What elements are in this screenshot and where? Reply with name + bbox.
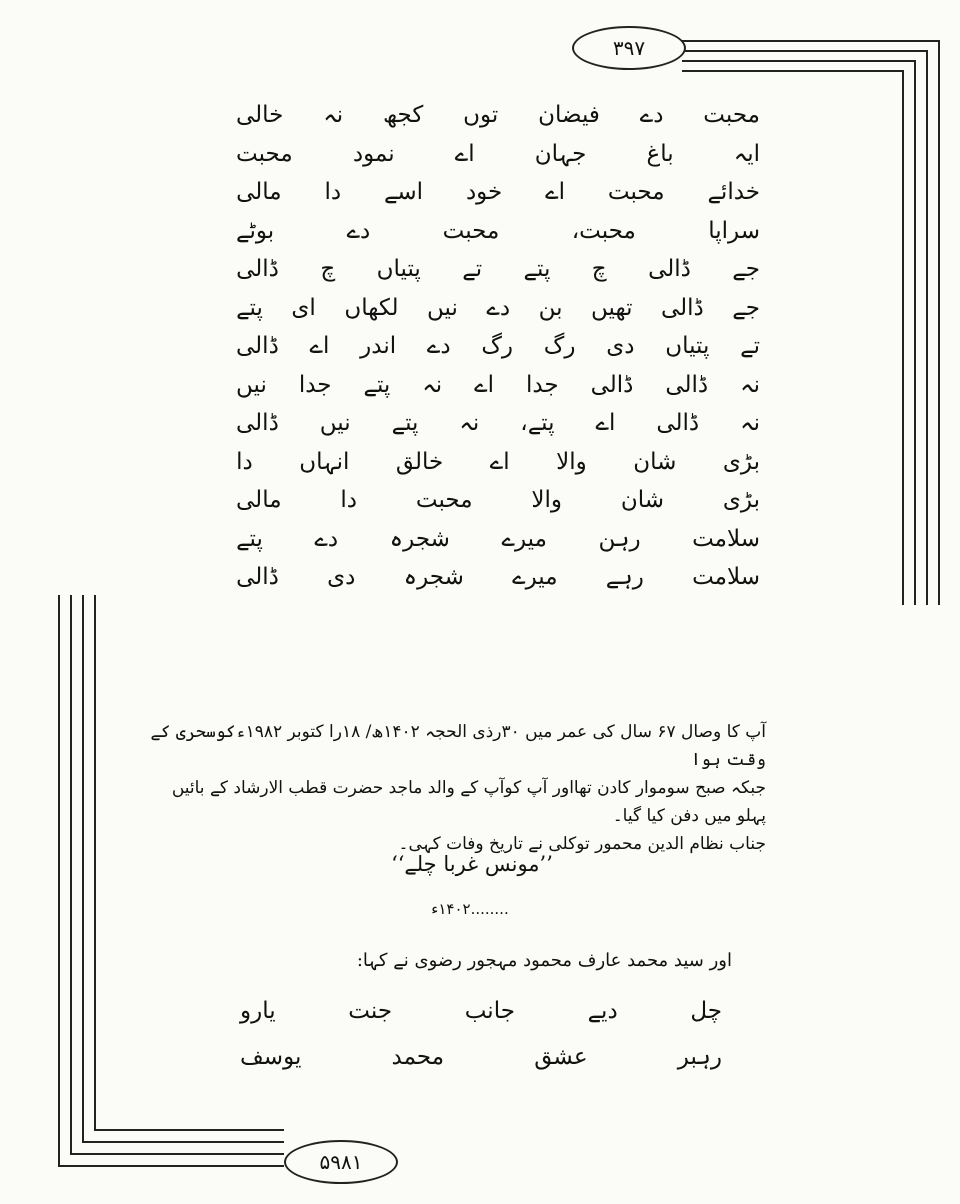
verse-word: محمد: [391, 1044, 445, 1070]
page-number-text: ۵۹۸۱: [319, 1150, 363, 1174]
chronogram-phrase: ’’مونس غربا چلے‘‘: [391, 852, 553, 876]
poem-word: بوٹے: [236, 217, 275, 244]
poem-word: مالی: [236, 487, 282, 514]
poem-word: بن: [538, 294, 563, 321]
poem-line: [236, 443, 760, 482]
prose-paragraph: [150, 718, 766, 858]
poem-word: لکھاں: [344, 294, 399, 321]
verse-word: یارو: [240, 998, 276, 1024]
poem-word: نیں: [319, 410, 351, 437]
poem-word: محبت: [415, 487, 473, 514]
poem-word: توں: [463, 102, 499, 129]
poem-line: [236, 135, 760, 174]
poem-word: ڈالی: [656, 410, 700, 437]
poem-word: پتے: [236, 294, 263, 321]
poem-word: محبت،: [571, 217, 636, 244]
poem-word: محبت: [607, 179, 665, 206]
verse-word: دیے: [587, 998, 618, 1024]
verse-word: جانب: [464, 998, 515, 1024]
poem-word: شجرہ: [403, 564, 464, 591]
verse-word: رہبر: [677, 1044, 722, 1070]
verse-word: یوسف: [240, 1044, 302, 1070]
poem-word: میرے: [501, 525, 547, 552]
poem-word: پتے: [363, 371, 391, 398]
poem-word: ایہ: [733, 140, 760, 167]
poem-line: [236, 481, 760, 520]
poem-word: ڈالی: [236, 564, 279, 591]
poem-word: پتے،: [520, 410, 555, 437]
poem-word: نہ: [459, 410, 480, 437]
poem-word: کجھ: [382, 102, 424, 129]
poem-word: اے: [454, 140, 475, 167]
poem-word: سلامت: [692, 564, 760, 591]
poem-word: شان: [633, 448, 677, 475]
poem-line: [236, 520, 760, 559]
poem-word: محبت: [703, 102, 760, 129]
frame-rule: [914, 60, 916, 605]
poem-line: [236, 96, 760, 135]
poem-word: پتے: [391, 410, 419, 437]
poem-word: نیں: [427, 294, 458, 321]
poem-word: نہ: [422, 371, 443, 398]
poem-word: محبت: [442, 217, 500, 244]
poem-word: چ: [591, 256, 607, 283]
prose-line: آپ کا وصال ۶۷ سال کی عمر میں ۳۰رذی الحجہ ۱۴۰۲ھ/ ۱۸را کتوبر ۱۹۸۲ءکوسحری کے وقت ہوا: [150, 722, 766, 770]
poem-word: پتے: [236, 525, 263, 552]
poem-line: [236, 250, 760, 289]
poem-word: فیضان: [538, 102, 600, 129]
poem-word: جدا: [298, 371, 332, 398]
poem-word: خدائے: [707, 179, 760, 206]
frame-rule: [94, 1129, 284, 1131]
poem-word: اسے: [383, 179, 424, 206]
prose-line: جبکہ صبح سوموار کادن تھااور آپ کوآپ کے والد ماجد حضرت قطب الارشاد کے بائیں پہلو میں دفن کیا گیا۔: [171, 778, 766, 826]
frame-rule: [58, 595, 60, 1167]
poem-word: اندر: [360, 333, 397, 360]
poem-word: خالی: [236, 102, 284, 129]
poem-word: والا: [556, 448, 587, 475]
poem-line: [236, 366, 760, 405]
poem-word: نمود: [352, 140, 395, 167]
poem-word: چ: [320, 256, 336, 283]
frame-rule: [682, 40, 940, 42]
frame-rule: [682, 50, 928, 52]
poem-line: [236, 289, 760, 328]
poem-line: [236, 212, 760, 251]
poem-word: تے: [740, 333, 760, 360]
poem: [236, 96, 760, 597]
poem-word: رگ: [481, 333, 514, 360]
poem-word: بڑی: [722, 448, 760, 475]
verse-word: جنت: [348, 998, 393, 1024]
poem-word: تے: [462, 256, 483, 283]
frame-rule: [682, 60, 916, 62]
poem-word: ڈالی: [236, 410, 279, 437]
poem-word: خود: [465, 179, 503, 206]
poem-word: میرے: [512, 564, 558, 591]
poem-word: نہ: [740, 410, 760, 437]
poem-word: ڈالی: [660, 294, 704, 321]
poem-word: جدا: [525, 371, 559, 398]
poem-word: ڈالی: [590, 371, 634, 398]
poem-word: رگ: [543, 333, 576, 360]
poem-word: شان: [620, 487, 665, 514]
poem-word: دے: [639, 102, 664, 129]
poem-word: دے: [314, 525, 339, 552]
poem-word: سلامت: [692, 525, 760, 552]
final-verse-line: [240, 1044, 722, 1070]
frame-rule: [682, 70, 904, 72]
poem-word: پتے: [523, 256, 551, 283]
poem-word: باغ: [646, 140, 674, 167]
poem-word: نیں: [236, 371, 267, 398]
poem-word: مالی: [236, 179, 282, 206]
final-verse-line: [240, 998, 722, 1024]
page-number-text: ۳۹۷: [612, 36, 646, 60]
poem-word: دے: [426, 333, 451, 360]
chronogram-year: ........۱۴۰۲ء: [431, 900, 509, 918]
frame-rule: [938, 40, 940, 605]
poem-word: ڈالی: [236, 256, 279, 283]
poem-word: جے: [732, 294, 760, 321]
poem-word: دی: [606, 333, 635, 360]
poem-word: انہاں: [299, 448, 350, 475]
poem-word: محبت: [236, 140, 293, 167]
poem-word: تھیں: [591, 294, 633, 321]
poem-line: [236, 558, 760, 597]
verse-word: چل: [690, 998, 722, 1024]
poem-word: اے: [309, 333, 330, 360]
poem-word: نہ: [323, 102, 344, 129]
poem-word: ای: [291, 294, 316, 321]
poem-word: دی: [327, 564, 356, 591]
page-number-top: [572, 26, 686, 70]
poem-word: دا: [236, 448, 253, 475]
poem-word: دے: [486, 294, 511, 321]
poem-line: [236, 173, 760, 212]
frame-rule: [902, 70, 904, 605]
page-number-bottom: [284, 1140, 398, 1184]
poem-word: اے: [489, 448, 510, 475]
poem-word: نہ: [740, 371, 760, 398]
attribution: اور سید محمد عارف محمود مہجور رضوی نے کہا:: [356, 950, 732, 971]
poem-word: اے: [595, 410, 616, 437]
poem-word: دا: [324, 179, 342, 206]
poem-word: سراپا: [708, 217, 760, 244]
poem-line: [236, 327, 760, 366]
frame-rule: [70, 1153, 284, 1155]
poem-word: ڈالی: [648, 256, 691, 283]
poem-word: اے: [474, 371, 494, 398]
prose-line: جناب نظام الدین محمور توکلی نے تاریخ وفات کہی۔: [398, 834, 766, 854]
frame-rule: [58, 1165, 284, 1167]
poem-word: دے: [346, 217, 371, 244]
poem-word: اے: [545, 179, 566, 206]
frame-rule: [926, 50, 928, 605]
poem-word: ڈالی: [665, 371, 709, 398]
frame-rule: [82, 1141, 284, 1143]
poem-line: [236, 404, 760, 443]
poem-word: خالق: [395, 448, 444, 475]
poem-word: والا: [531, 487, 563, 514]
poem-word: پتیاں: [665, 333, 710, 360]
poem-word: رہے: [605, 564, 644, 591]
poem-word: جے: [732, 256, 760, 283]
poem-word: شجرہ: [389, 525, 450, 552]
poem-word: ڈالی: [236, 333, 279, 360]
poem-word: پتیاں: [376, 256, 421, 283]
verse-word: عشق: [534, 1044, 588, 1070]
poem-word: رہن: [598, 525, 641, 552]
poem-word: جہان: [534, 140, 587, 167]
poem-word: دا: [340, 487, 358, 514]
poem-word: بڑی: [722, 487, 760, 514]
